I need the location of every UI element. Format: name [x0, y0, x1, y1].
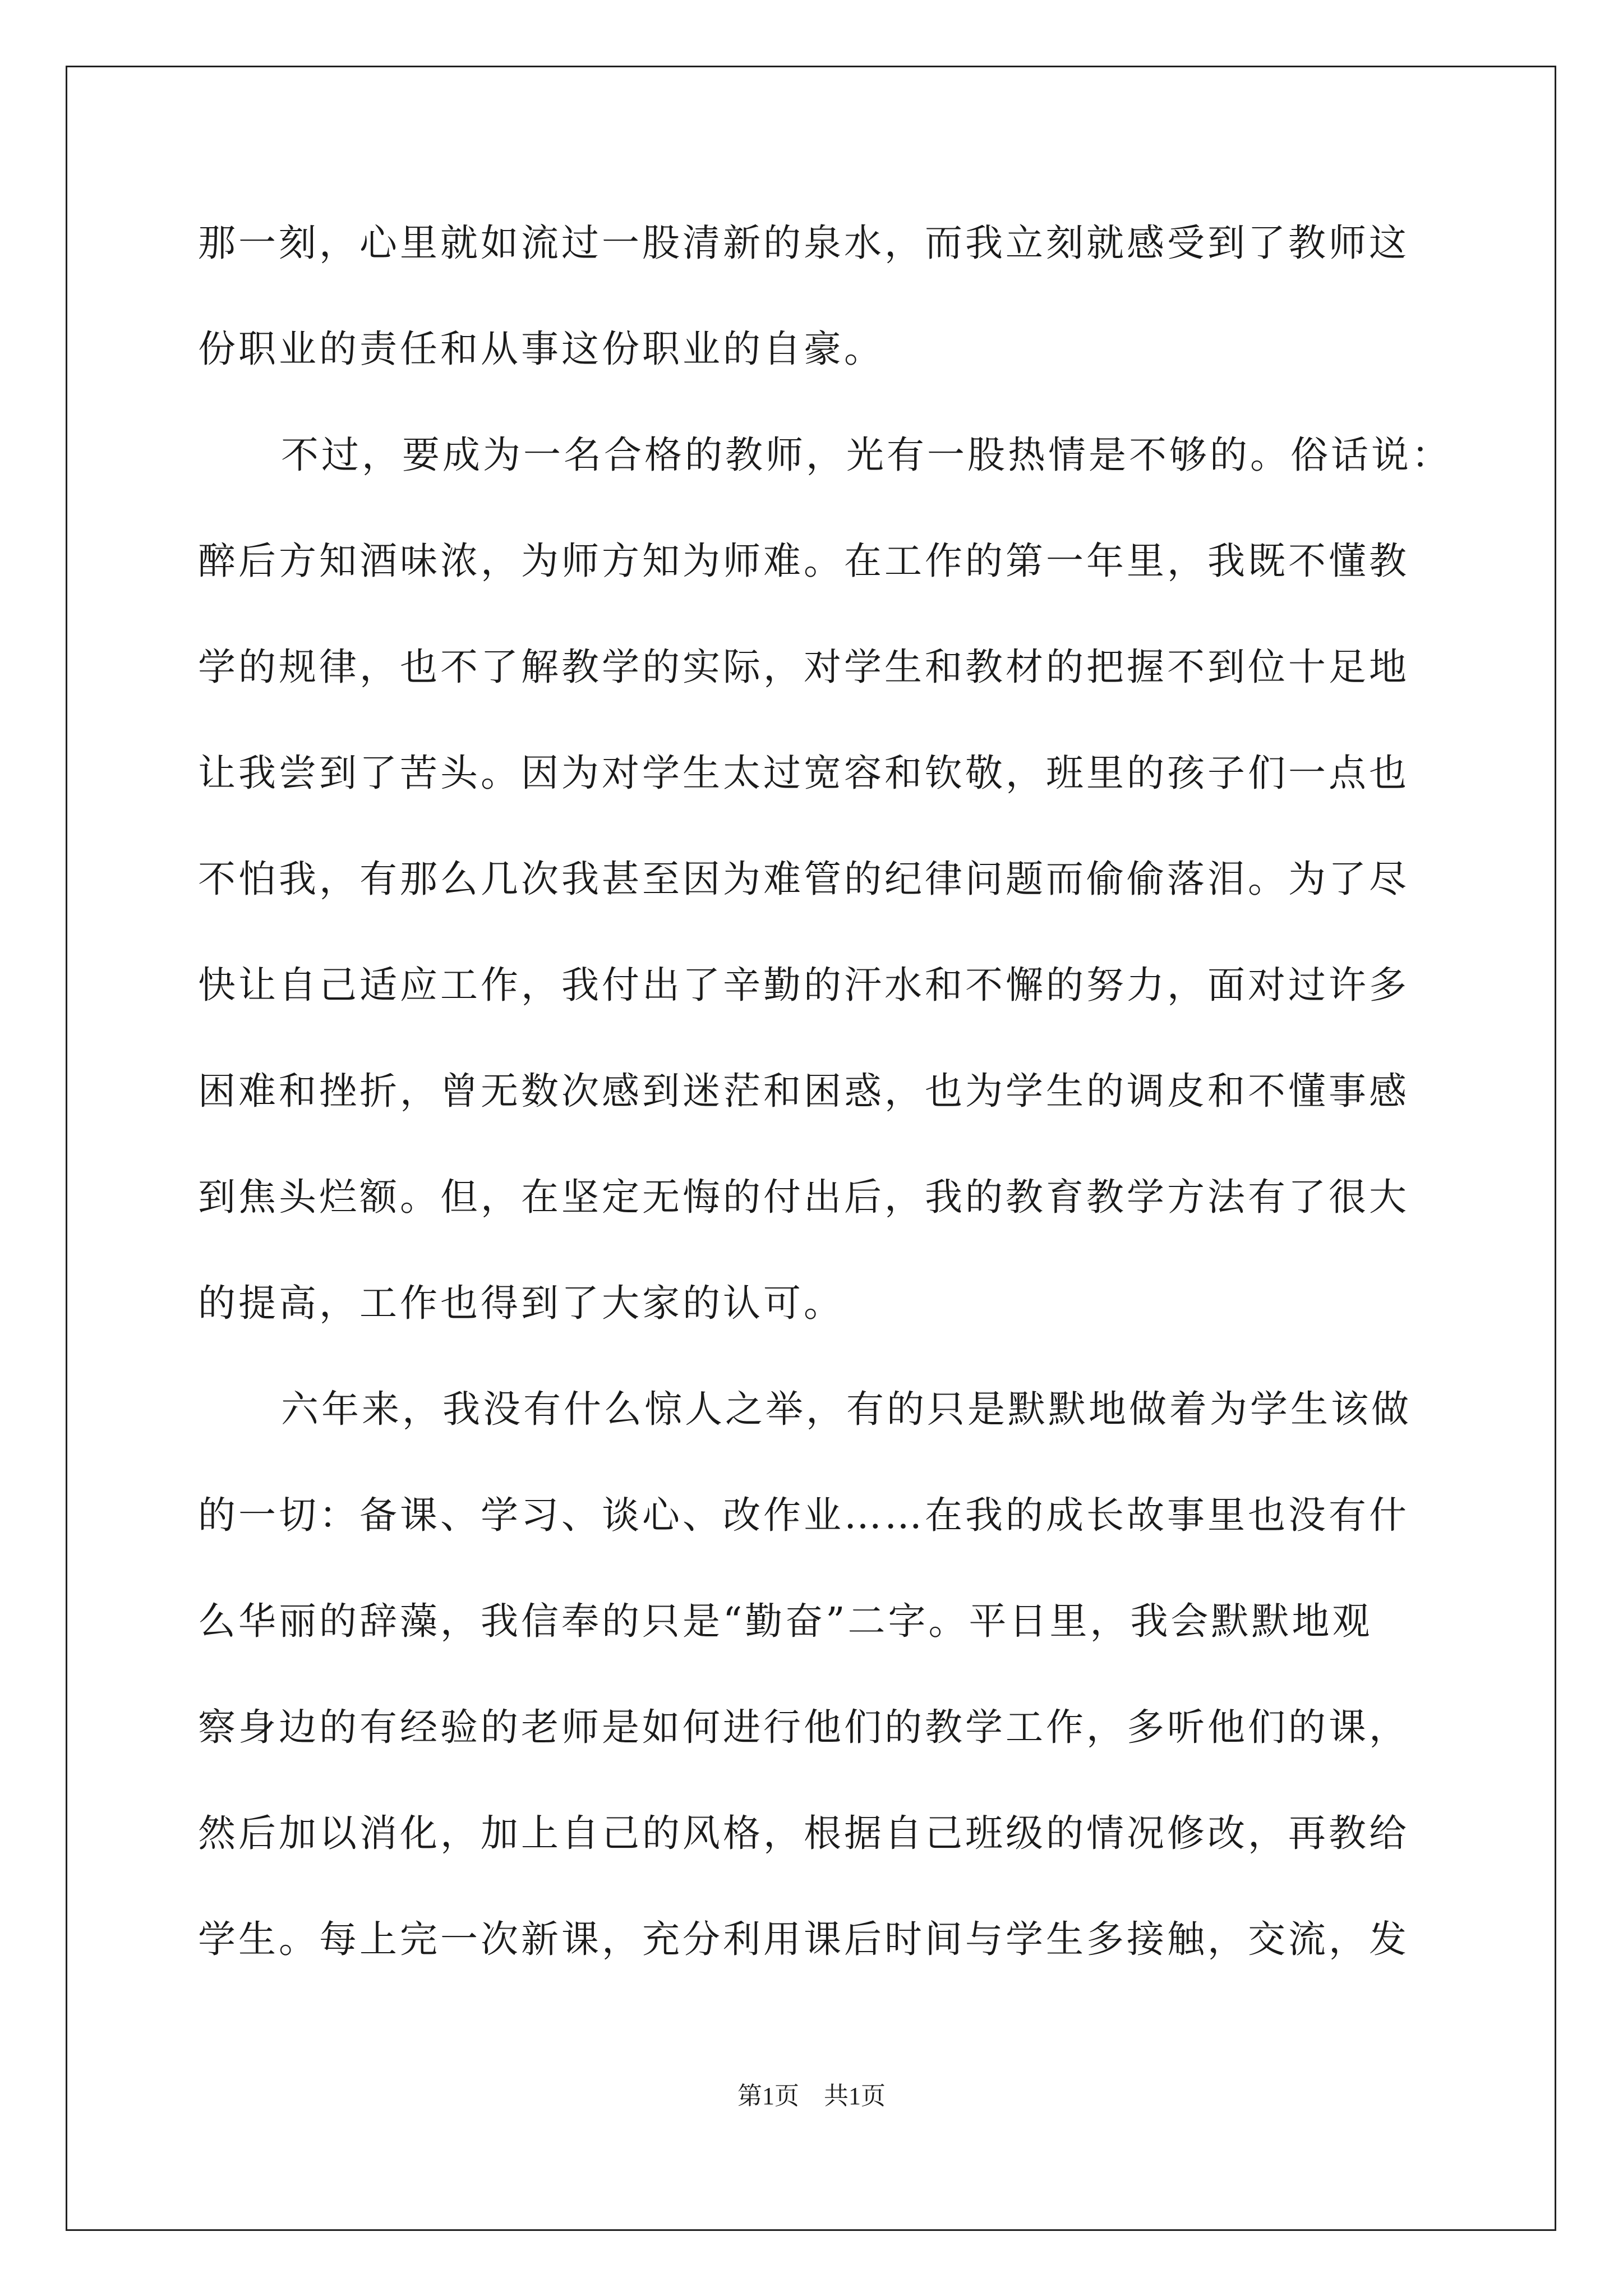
page-footer: 第1页 共1页 — [737, 2082, 886, 2110]
text-line: 让我尝到了苦头。因为对学生太过宽容和钦敬，班里的孩子们一点也 — [198, 751, 1409, 795]
text-line: 学生。每上完一次新课，充分利用课后时间与学生多接触，交流，发 — [198, 1917, 1409, 1961]
text-line: 醉后方知酒味浓，为师方知为师难。在工作的第一年里，我既不懂教 — [198, 539, 1409, 583]
text-line: 察身边的有经验的老师是如何进行他们的教学工作，多听他们的课， — [198, 1705, 1409, 1749]
document-body — [198, 212, 1452, 2014]
text-line: 的提高，工作也得到了大家的认可。 — [198, 1281, 844, 1325]
text-line: 的一切：备课、学习、谈心、改作业……在我的成长故事里也没有什 — [198, 1493, 1409, 1537]
text-line: 份职业的责任和从事这份职业的自豪。 — [198, 327, 884, 371]
text-line: 困难和挫折，曾无数次感到迷茫和困惑，也为学生的调皮和不懂事感 — [198, 1069, 1409, 1113]
text-line: 么华丽的辞藻，我信奉的只是“勤奋”二字。平日里，我会默默地观 — [198, 1599, 1373, 1643]
paragraph-start-line: 六年来，我没有什么惊人之举，有的只是默默地做着为学生该做 — [281, 1387, 1412, 1431]
text-line: 不怕我，有那么几次我甚至因为难管的纪律问题而偷偷落泪。为了尽 — [198, 857, 1409, 901]
text-line: 学的规律，也不了解教学的实际，对学生和教材的把握不到位十足地 — [198, 645, 1409, 689]
paragraph-start-line: 不过，要成为一名合格的教师，光有一股热情是不够的。俗话说： — [281, 433, 1452, 477]
text-line: 那一刻，心里就如流过一股清新的泉水，而我立刻就感受到了教师这 — [198, 221, 1409, 265]
text-line: 到焦头烂额。但，在坚定无悔的付出后，我的教育教学方法有了很大 — [198, 1175, 1409, 1219]
text-line: 快让自己适应工作，我付出了辛勤的汗水和不懈的努力，面对过许多 — [198, 963, 1409, 1007]
text-line: 然后加以消化，加上自己的风格，根据自己班级的情况修改，再教给 — [198, 1811, 1409, 1855]
